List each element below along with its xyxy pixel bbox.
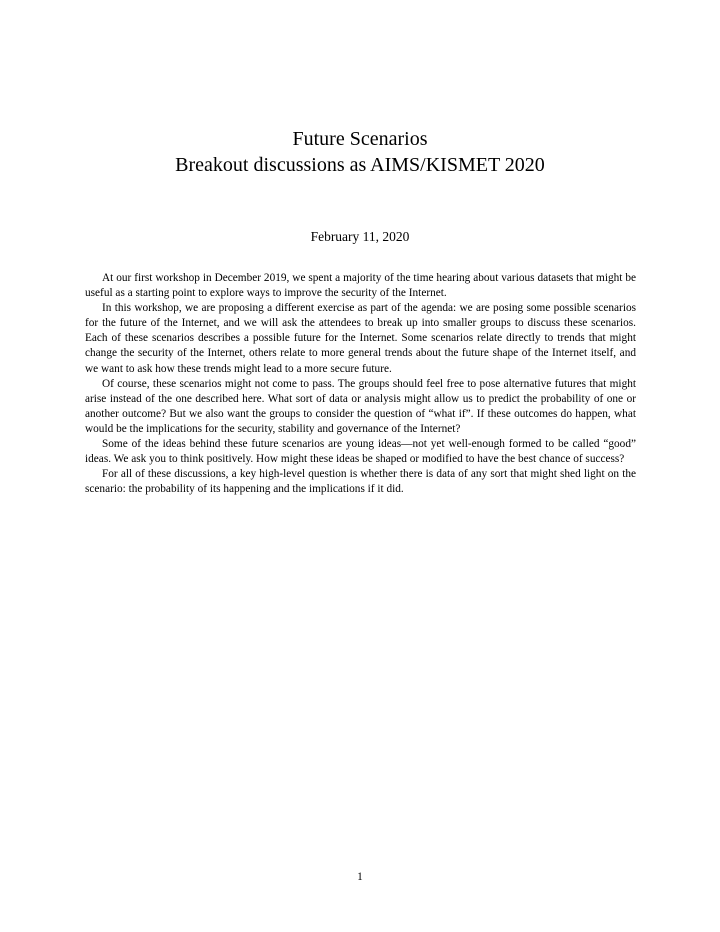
document-title: Future Scenarios	[292, 128, 428, 150]
paragraph: For all of these discussions, a key high-level question is whether there is data of any sort that might shed light on the scenario: the probability of its happening and the implications if it did.	[85, 468, 636, 496]
paragraph: In this workshop, we are proposing a different exercise as part of the agenda: we are posing some possible scenarios for the future of the Internet, and we will ask the attendees to break up into smaller groups to discuss these scenarios. Each of these scenarios describes a possible future for the Internet. Some scenarios relate directly to trends that might change the security of the Internet, others relate to more general trends about the future shape of the Internet itself, and we want to ask how these trends might lead to a more secure future.	[85, 302, 636, 375]
body-text	[85, 271, 636, 497]
paragraph: Of course, these scenarios might not come to pass. The groups should feel free to pose alternative futures that might arise instead of the one described here. What sort of data or analysis might allow us to predict the probability of one or another outcome? But we also want the groups to consider the question of “what if”. If these outcomes do happen, what would be the implications for the security, stability and governance of the Internet?	[85, 377, 636, 435]
paragraph: Some of the ideas behind these future scenarios are young ideas—not yet well-enough formed to be called “good” ideas. We ask you to think positively. How might these ideas be shaped or modified to have the best chance of success?	[85, 438, 636, 466]
title-block	[0, 126, 720, 178]
document-subtitle: Breakout discussions as AIMS/KISMET 2020	[175, 154, 545, 176]
paragraph: At our first workshop in December 2019, we spent a majority of the time hearing about various datasets that might be useful as a starting point to explore ways to improve the security of the Internet.	[85, 272, 636, 300]
page-number: 1	[357, 871, 363, 883]
document-date: February 11, 2020	[310, 229, 410, 244]
